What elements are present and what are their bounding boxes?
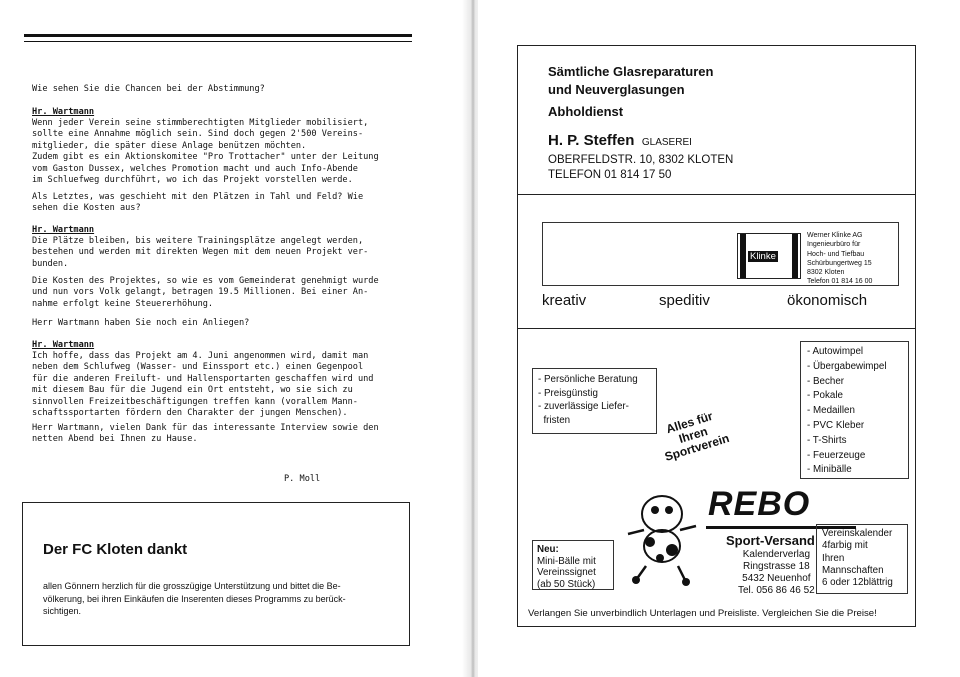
klinke-logo-bar-left bbox=[740, 234, 746, 278]
rebo-subtitle: Sport-Versand bbox=[726, 533, 815, 548]
author-signature: P. Moll bbox=[284, 474, 321, 484]
top-rule-thick bbox=[24, 34, 412, 37]
speaker-label: Hr. Wartmann bbox=[32, 340, 95, 350]
fc-kloten-thanks-text: allen Gönnern herzlich für die grosszügige Unterstützung und bittet die Be- völkerung, bei ihren Einkäufen die Inserenten dieses Programms zu berück- sichtigen. bbox=[43, 581, 346, 616]
rebo-logo: REBO bbox=[708, 485, 811, 523]
rebo-calendar-text: Vereinskalender 4farbig mit Ihren Mannschaften 6 oder 12blättrig bbox=[822, 528, 893, 589]
rebo-address: Kalenderverlag Ringstrasse 18 5432 Neuenhof Tel. 056 86 46 52 bbox=[738, 549, 815, 596]
rebo-new-box bbox=[532, 540, 614, 590]
right-page bbox=[478, 0, 960, 677]
klinke-address: Werner Klinke AG Ingenieurbüro für Hoch- und Tiefbau Schürbungertweg 15 8302 Kloten Telefon 01 814 16 00 bbox=[807, 232, 873, 286]
klinke-card bbox=[542, 222, 899, 286]
klinke-logo-bar-right bbox=[792, 234, 798, 278]
question-chances: Wie sehen Sie die Chancen bei der Abstimmung? bbox=[32, 84, 265, 94]
glaser-phone: TELEFON 01 814 17 50 bbox=[548, 169, 672, 181]
answer-costs: Die Kosten des Projektes, so wie es vom Gemeinderat genehmigt wurde und nun vors Volk gelangt, betragen 19.5 Millionen. Bei einer An- nahme erfolgt keine Steuererhöhung. bbox=[32, 276, 379, 309]
ad-separator bbox=[518, 194, 915, 195]
rebo-calendar-box bbox=[816, 524, 908, 594]
speaker-label: Hr. Wartmann bbox=[32, 107, 95, 117]
rebo-products-box bbox=[800, 341, 909, 479]
closing-thanks: Herr Wartmann, vielen Dank für das interessante Interview sowie den netten Abend bei Ihnen zu Hause. bbox=[32, 423, 379, 445]
left-page bbox=[0, 0, 470, 677]
rebo-new-text: Mini-Bälle mit Vereinssignet (ab 50 Stück) bbox=[537, 555, 596, 590]
glaser-name-row bbox=[548, 132, 692, 150]
rebo-products-list: - Autowimpel - Übergabewimpel - Becher - Pokale - Medaillen - PVC Kleber - T-Shirts - Feuerzeuge - Minibälle bbox=[807, 346, 887, 476]
question-wishes: Herr Wartmann haben Sie noch ein Anliegen? bbox=[32, 318, 250, 328]
rebo-stamp: Alles für Ihren Sportverein bbox=[663, 408, 731, 464]
answer-wishes: Ich hoffe, dass das Projekt am 4. Juni angenommen wird, damit man neben dem Schlufweg (Wasser- und Einssport etc.) einen Gegenpool für die anderen Freiluft- und Hallensportarten geschaffen wird und mit diesem Bau für die Jugend ein Ort entsteht, wo sie sich zu sinnvollen Freizeitbeschäftigungen treffen kann (vorallem Mann- schaftssportarten fördern den Charakter der jungen Menschen). bbox=[32, 351, 374, 419]
glaser-address: OBERFELDSTR. 10, 8302 KLOTEN bbox=[548, 154, 734, 166]
glaser-name: H. P. Steffen bbox=[548, 132, 635, 149]
klinke-tag-oekonomisch: ökonomisch bbox=[787, 292, 868, 309]
rebo-footer: Verlangen Sie unverbindlich Unterlagen und Preisliste. Vergleichen Sie die Preise! bbox=[528, 608, 877, 619]
rebo-new-title: Neu: bbox=[537, 544, 559, 555]
glaser-line-2: und Neuverglasungen bbox=[548, 82, 685, 97]
answer-chances: Wenn jeder Verein seine stimmberechtigten Mitglieder mobilisiert, sollte eine Annahme möglich sein. Sind doch gegen 2'500 Vereins- mitglieder, die später diese Anlage benützen möchten. Zudem gibt es ein Aktionskomitee "Pro Trottacher" unter der Leitung vom Gaston Dussex, welches Promotion macht und auch Info-Abende im Schluefweg durchführt, wo ich das Projekt vorstellen werde. bbox=[32, 118, 379, 186]
mascot-illustration bbox=[620, 488, 702, 588]
answer-places: Die Plätze bleiben, bis weitere Trainingsplätze angelegt werden, bestehen und werden mit direkten Wegen mit dem neuen Projekt ver- bunden. bbox=[32, 236, 369, 269]
ad-frame bbox=[517, 45, 916, 627]
question-places: Als Letztes, was geschieht mit den Plätzen in Tahl und Feld? Wie sehen die Kosten aus? bbox=[32, 192, 364, 214]
speaker-label: Hr. Wartmann bbox=[32, 225, 95, 235]
klinke-tag-speditiv: speditiv bbox=[659, 292, 710, 309]
rebo-services-list: - Persönliche Beratung - Preisgünstig - zuverlässige Liefer- fristen bbox=[538, 374, 638, 426]
fc-kloten-thanks-title: Der FC Kloten dankt bbox=[43, 541, 188, 558]
ad-separator bbox=[518, 328, 915, 329]
klinke-logo bbox=[737, 233, 801, 279]
rebo-services-box bbox=[532, 368, 657, 434]
glaser-trade: GLASEREI bbox=[641, 137, 692, 148]
klinke-logo-text: Klinke bbox=[750, 251, 776, 262]
klinke-tag-kreativ: kreativ bbox=[542, 292, 587, 309]
glaser-line-1: Sämtliche Glasreparaturen bbox=[548, 64, 714, 79]
glaser-line-3: Abholdienst bbox=[548, 104, 624, 119]
fc-kloten-thanks-box bbox=[22, 502, 410, 646]
top-rule-thin bbox=[24, 41, 412, 42]
